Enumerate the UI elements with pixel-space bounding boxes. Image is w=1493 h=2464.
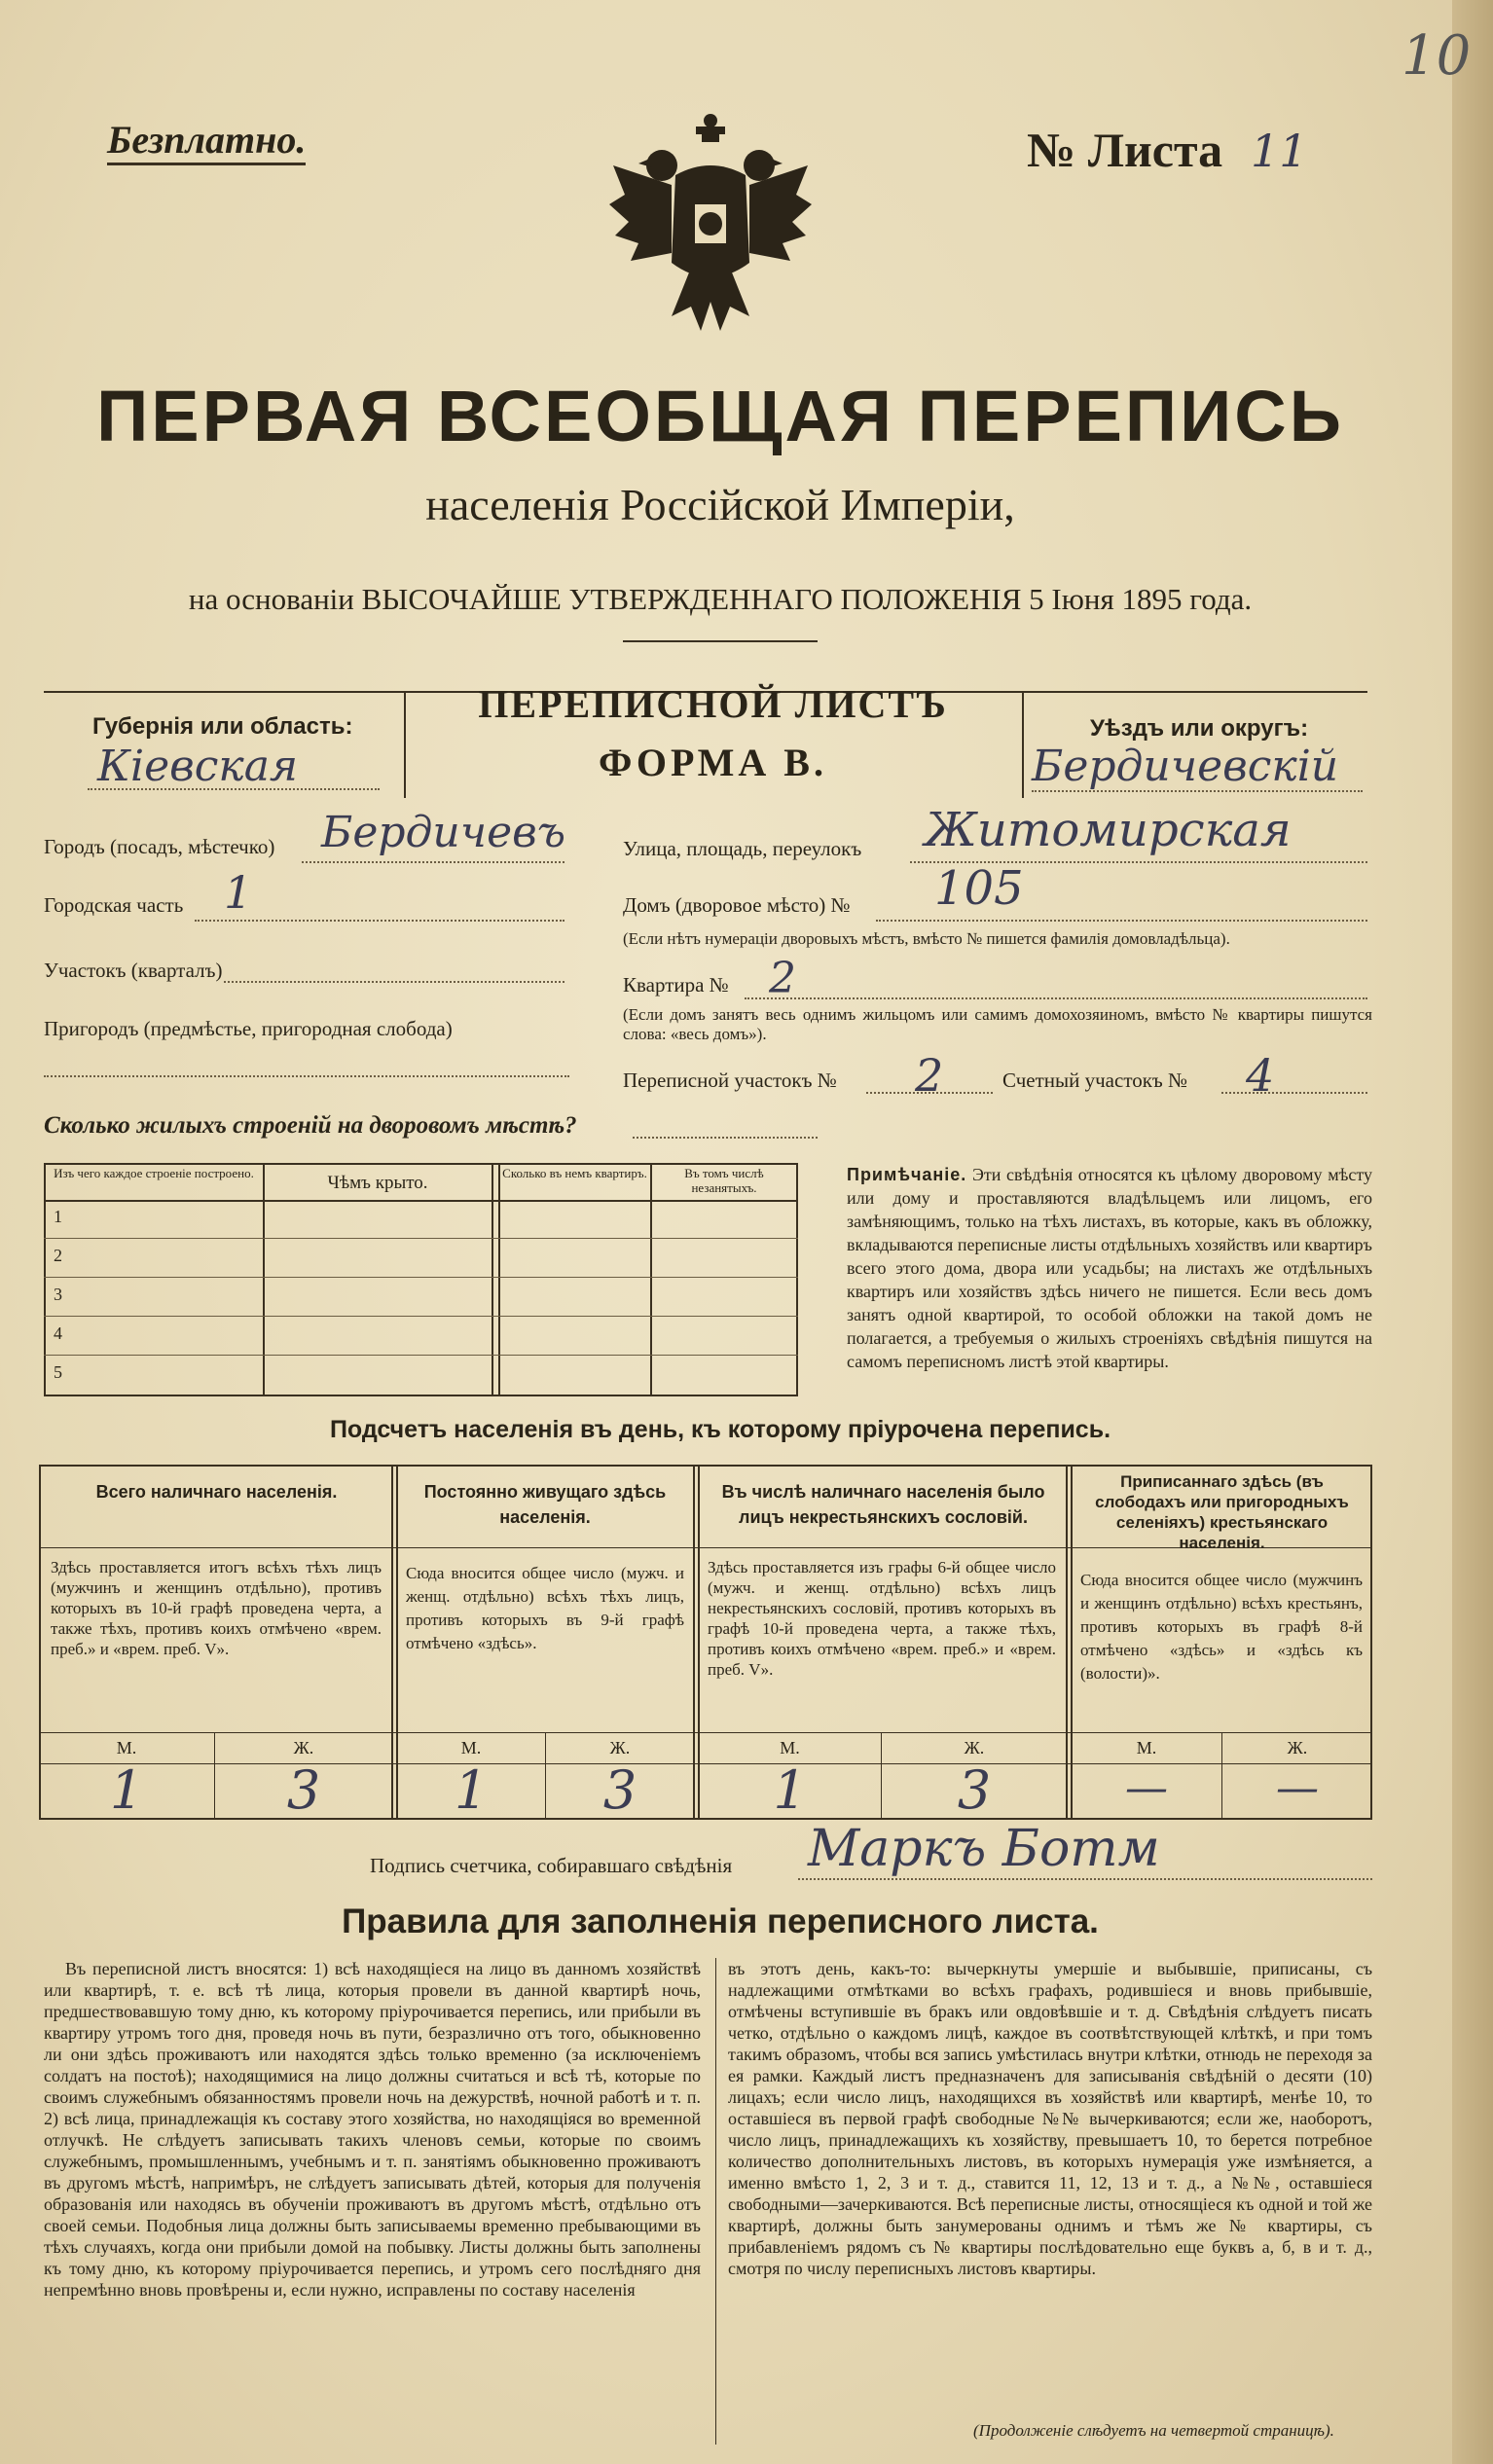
field-underline [876,920,1367,922]
column-divider [715,1958,716,2445]
count-value: — [1125,1763,1168,1813]
census-plot-value: 2 [915,1049,944,1102]
census-plot-label: Переписной участокъ № [623,1069,837,1092]
col-apartments: Сколько въ немъ квартиръ. [502,1166,647,1180]
rules-title: Правила для заполненія переписного листа. [342,1902,1099,1940]
count-col-desc: Здѣсь проставляется итогъ всѣхъ тѣхъ лицъ (мужчинъ и женщинъ отдѣльно), противъ которыхъ въ 10-й графѣ проведена черта, а также тѣхъ, противъ коихъ отмѣчено «врем. преб.» и «врем. преб. V». [51,1558,382,1658]
house-note: (Если нѣтъ нумераціи дворовыхъ мѣстъ, вмѣсто № пишется фамилія домовладѣльца). [623,929,1230,948]
suburb-label: Пригородъ (предмѣстье, пригородная слобода) [44,1017,453,1040]
city-part-label: Городская часть [44,893,184,917]
form-header-rule [1022,691,1024,798]
count-value: 3 [957,1759,992,1821]
apartment-value: 2 [769,954,796,1003]
guberniya-value: Кіевская [97,742,299,791]
table-rule [693,1465,695,1820]
table-rule [492,1163,493,1396]
precinct-label: Участокъ (кварталъ) [44,959,223,982]
count-col-title: Постоянно живущаго здѣсь населенія. [423,1482,667,1527]
street-label: Улица, площадь, переулокъ [623,837,862,860]
city-label: Городъ (посадъ, мѣстечко) [44,835,275,858]
house-value: 105 [934,861,1024,916]
table-rule [39,1732,1372,1733]
table-rule [498,1163,500,1396]
table-rule [545,1732,546,1820]
guberniya-label: Губернія или область: [92,713,353,740]
female-label: Ж. [964,1738,985,1757]
field-underline [302,861,564,863]
buildings-question: Сколько жилыхъ строеній на дворовомъ мѣстѣ? [44,1112,577,1139]
table-rule [1221,1732,1222,1820]
house-label: Домъ (дворовое мѣсто) № [623,893,851,917]
table-row: 1 [54,1207,62,1226]
page-subtitle: населенія Россійской Имперіи, [425,480,1015,529]
signature-value: Маркъ Ботм [808,1820,1160,1878]
count-value: 3 [602,1759,637,1821]
apartment-note: (Если домъ занятъ весь однимъ жильцомъ или самимъ домохозяиномъ, вмѣсто № квартиры пишутся слова: «весь домъ»). [623,1005,1372,1043]
note-heading: Примѣчаніе. [847,1165,967,1184]
row-rule [44,1316,798,1317]
field-underline [866,1092,993,1094]
count-heading: Подсчетъ населенія въ день, къ которому пріурочена перепись. [329,1416,1111,1443]
note-text: Эти свѣдѣнія относятся къ цѣлому дворовому мѣсту или дому и проставляются владѣльцемъ или лицомъ, его замѣняющимъ, только на тѣхъ листахъ, въ которые, какъ въ обложку, вкладываются переписные листы отдѣльныхъ хозяйствъ или квартиръ всего этого дома, двора или усадьбы; на листахъ же отдѣльныхъ квартиръ или хозяйствъ здѣсь ничего не пишется. Если весь домъ занятъ одной квартирой, то особой обложки на такой домъ не полагается, а требуемыя о жилыхъ строеніяхъ свѣдѣнія пишутся на самомъ переписномъ листѣ этой квартиры. [847,1165,1372,1371]
field-underline [745,997,1367,999]
count-col-desc: Здѣсь проставляется изъ графы 6-й общее число (мужч. и женщ. отдѣльно) всѣхъ лицъ некрестьянскихъ сословій, противъ которыхъ въ графѣ 10-й проведена черта, а также тѣхъ, противъ коихъ отмѣчено «врем. преб.» и «врем. преб. V». [708,1558,1056,1679]
male-label: М. [116,1738,137,1757]
table-rule [1066,1465,1068,1820]
table-rule [391,1465,393,1820]
table-row: 2 [54,1246,62,1265]
female-label: Ж. [293,1738,314,1757]
count-col-title: Приписаннаго здѣсь (въ слободахъ или пригородныхъ селеніяхъ) крестьянскаго населенія. [1095,1472,1349,1552]
corner-page-number: 10 [1402,24,1472,88]
row-rule [44,1238,798,1239]
count-col-desc: Сюда вносится общее число (мужч. и женщ. отдѣльно) всѣхъ тѣхъ лицъ, противъ которыхъ въ 9-й графѣ отмѣчено «здѣсь». [406,1564,684,1652]
signature-label: Подпись счетчика, собиравшаго свѣдѣнія [370,1854,733,1877]
field-underline [798,1878,1372,1880]
double-headed-eagle-emblem-icon [603,107,818,350]
female-label: Ж. [609,1738,631,1757]
field-underline [44,1075,569,1077]
field-underline [633,1137,818,1139]
female-label: Ж. [1287,1738,1308,1757]
table-rule [44,1200,798,1202]
legal-basis: на основаніи ВЫСОЧАЙШЕ УТВЕРЖДЕННАГО ПОЛОЖЕНІЯ 5 Іюня 1895 года. [188,582,1253,616]
city-part-value: 1 [224,866,253,919]
uezd-value: Бердичевскій [1032,742,1339,791]
col-material: Изъ чего каждое строеніе построено. [54,1166,254,1180]
count-plot-label: Счетный участокъ № [1002,1069,1188,1092]
divider [623,640,818,642]
row-rule [44,1277,798,1278]
col-roof: Чѣмъ крыто. [327,1173,428,1193]
table-row: 5 [54,1362,62,1382]
rules-right-column: въ этотъ день, какъ-то: вычеркнуты умершіе и выбывшіе, приписаны, съ надлежащими отмѣтками во всѣхъ графахъ, родившіеся и вновь прибывшіе, отмѣчены вступившіе въ бракъ или овдовѣвшіе и т. д. Свѣдѣнія слѣдуетъ писать четко, отдѣльно о каждомъ лицѣ, каждое въ соотвѣтствующей клѣткѣ, и при томъ такимъ образомъ, чтобы вся запись умѣстилась внутри клѣтки, отнюдь не переходя за ея рамки. Каждый листъ предназначенъ для записыванія свѣдѣній о десяти (10) лицахъ; если число лицъ, находящихся въ хозяйствѣ или квартирѣ, менѣе 10, то оставшіеся въ первой графѣ свободные №№ вычеркиваются; если же, наоборотъ, число лицъ, принадлежащихъ къ хозяйству, превышаетъ 10, то берется потребное количество дополнительныхъ листовъ, въ которыхъ нумерація уже измѣняется, а именно вмѣсто 1, 2, 3 и т. д., ставится 11, 12, 13 и т. д., а №№, оставшіеся свободными—зачеркиваются. Всѣ переписные листы, относящіеся къ одной и той же квартирѣ, должны быть занумерованы однимъ и тѣмъ же № квартиры, съ прибавленіемъ рядомъ съ № квартиры послѣдовательно еще буквъ а, б, в и т. д., смотря по числу переписныхъ листовъ квартиры. [728,1959,1372,2278]
count-col-title: Въ числѣ наличнаго населенія было лицъ некрестьянскихъ сословій. [721,1482,1045,1527]
table-row: 3 [54,1285,62,1304]
count-value: 3 [286,1759,321,1821]
continued-note: (Продолженіе слѣдуетъ на четвертой страницѣ). [973,2421,1334,2440]
count-value: 1 [773,1759,807,1821]
sheet-number-value: 11 [1251,125,1308,177]
page-edge [1452,0,1493,2464]
street-value: Житомирская [925,803,1292,857]
count-value: — [1276,1763,1319,1813]
table-rule [881,1732,882,1820]
male-label: М. [460,1738,482,1757]
col-vacant: Въ томъ числѣ незанятыхъ. [684,1166,764,1195]
male-label: М. [780,1738,800,1757]
field-underline [1221,1092,1367,1094]
field-underline [195,920,564,922]
field-underline [224,981,564,983]
sheet-number-label: № Листа [1027,123,1223,177]
field-underline [88,788,380,790]
count-col-desc: Сюда вносится общее число (мужчинъ и женщинъ отдѣльно) всѣхъ крестьянъ, противъ которыхъ въ графѣ 8-й отмѣчено «здѣсь» и «здѣсь къ (волости)». [1080,1571,1363,1683]
row-rule [44,1355,798,1356]
rules-left-column: Въ переписной листъ вносятся: 1) всѣ находящіеся на лицо въ данномъ хозяйствѣ или квартирѣ, т. е. всѣ тѣ лица, которыя провели въ данной квартирѣ ночь, предшествовавшую тому дню, къ которому пріурочивается перепись, или прибыли въ квартиру утромъ того дня, проведя ночь въ пути, безразлично отъ того, обыкновенно ли они здѣсь проживаютъ или находятся здѣсь только временно (за исключеніемъ солдатъ на постоѣ); находящимися на лицо должны считаться и всѣ тѣ, которые по своимъ служебнымъ обязанностямъ провели ночь на дежурствѣ, ночной работѣ и т. п. 2) всѣ лица, принадлежащія къ составу этого хозяйства, но находящіяся во временной отлучкѣ. Не слѣдуетъ записывать такихъ членовъ семьи, которые по своимъ служебнымъ, промышленнымъ, учебнымъ и т. п. занятіямъ обыкновенно проживаютъ въ другомъ мѣстѣ, напримѣръ, не слѣдуетъ записывать дѣтей, которыя для полученія образованія или находясь въ обученіи проживаютъ въ другомъ мѣстѣ, отдѣльно отъ своей семьи. Подобныя лица должны быть записываемы временно пребывающими въ тѣхъ случаяхъ, когда они прибыли домой на побывку. Листы должны быть заполнены къ тому дню, къ которому пріурочивается перепись, и утромъ сего послѣдняго дня непремѣнно вновь провѣрены и, если нужно, исправлены по составу населенія [44,1959,701,2300]
table-rule [214,1732,215,1820]
field-underline [1032,790,1363,792]
table-rule [650,1163,652,1396]
buildings-table [44,1163,798,1396]
page-title: ПЕРВАЯ ВСЕОБЩАЯ ПЕРЕПИСЬ [96,376,1344,456]
uezd-label: Уѣздъ или округъ: [1090,715,1309,742]
note-block [847,1163,1372,1373]
count-value: 1 [109,1759,144,1821]
count-value: 1 [454,1759,489,1821]
sheet-title: ПЕРЕПИСНОЙ ЛИСТЪ [478,682,948,726]
apartment-label: Квартира № [623,973,729,996]
count-col-title: Всего наличнаго населенія. [95,1482,338,1502]
city-value: Бердичевъ [321,808,566,857]
table-row: 4 [54,1323,62,1343]
count-plot-value: 4 [1246,1049,1275,1102]
form-label: ФОРМА В. [599,741,827,784]
male-label: М. [1136,1738,1157,1757]
table-rule [263,1163,265,1396]
free-label: Безплатно. [107,117,306,165]
